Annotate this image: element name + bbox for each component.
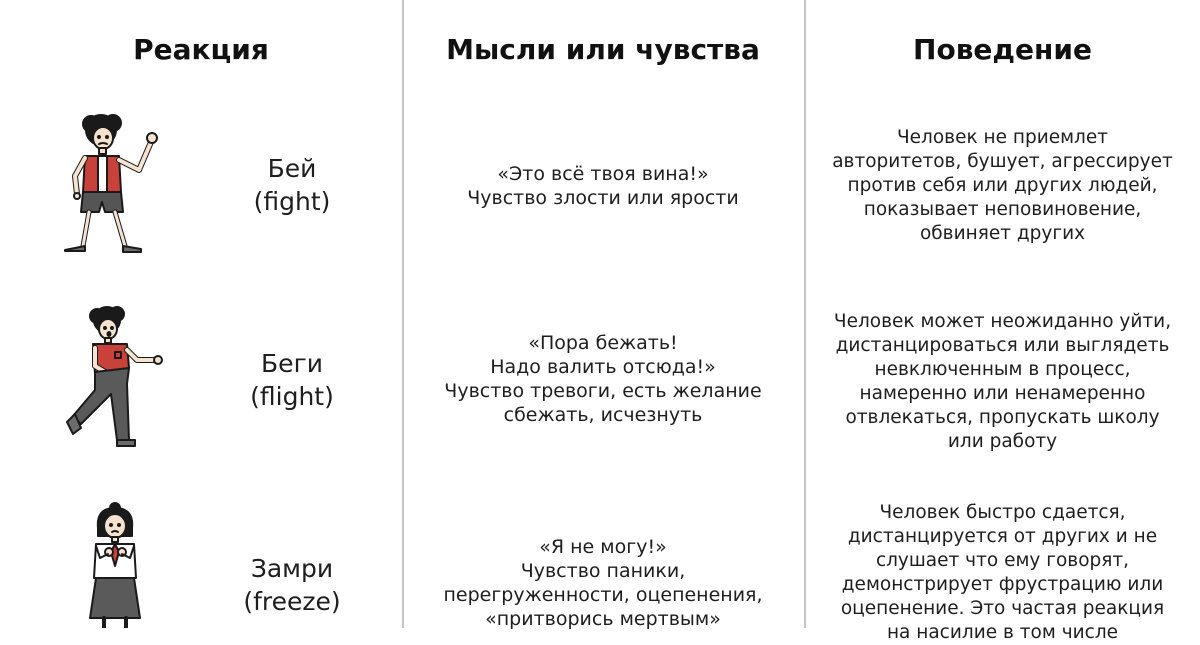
thoughts-freeze-line: «Я не могу!» [539,536,667,558]
reaction-flight-ru: Беги [261,349,323,378]
behavior-freeze-line: на насилие в том числе [886,622,1119,643]
reaction-flight-en: (flight) [250,382,334,411]
thoughts-flight-line: Чувство тревоги, есть желание [444,380,762,402]
behavior-fight-line: авторитетов, бушует, агрессирует [832,151,1173,172]
behavior-fight-line: Человек не приемлет [896,127,1109,148]
thoughts-flight-line: Надо валить отсюда!» [490,356,716,378]
behavior-flight-line: Человек может неожиданно уйти, [833,311,1172,332]
behavior-flight-line: невключенным в процесс, [874,359,1131,380]
behavior-fight-line: против себя или других людей, [847,175,1158,196]
behavior-freeze-line: демонстрирует фрустрацию или [841,574,1164,595]
reaction-flight [212,347,372,413]
fighting-person-figure [55,108,170,258]
thoughts-freeze [403,535,803,631]
frozen-girl-figure [80,502,150,628]
reaction-fight-ru: Бей [267,154,317,183]
behavior-flight-line: дистанцироваться или выглядеть [835,335,1170,356]
behavior-freeze [805,501,1200,645]
reaction-freeze-en: (freeze) [243,587,341,616]
thoughts-freeze-line: Чувство паники, [520,560,686,582]
reaction-fight [212,152,372,218]
behavior-flight-line: намеренно или ненамеренно [859,383,1146,404]
column-divider-1 [402,0,404,628]
behavior-flight-line: отвлекаться, пропускать школу [845,407,1160,428]
thoughts-flight [403,331,803,427]
reaction-fight-en: (fight) [253,187,331,216]
behavior-flight [805,310,1200,454]
thoughts-freeze-line: «притворись мертвым» [485,608,721,630]
behavior-freeze-line: слушает что ему говорят, [875,550,1130,571]
thoughts-fight-line: Чувство злости или ярости [467,187,739,209]
reaction-freeze-ru: Замри [250,554,334,583]
column-header-thoughts: Мысли или чувства [446,33,760,66]
behavior-fight-line: показывает неповиновение, [863,199,1142,220]
behavior-flight-line: или работу [947,431,1058,452]
running-person-figure [55,302,170,452]
thoughts-fight-line: «Это всё твоя вина!» [497,163,709,185]
reaction-freeze [212,552,372,618]
behavior-fight-line: обвиняет других [919,223,1086,244]
behavior-fight [805,126,1200,246]
behavior-freeze-line: оцепенение. Это частая реакция [840,598,1165,619]
behavior-freeze-line: Человек быстро сдается, [879,502,1126,523]
column-header-behavior: Поведение [913,33,1092,66]
column-header-reaction: Реакция [133,33,269,66]
thoughts-flight-line: сбежать, исчезнуть [503,404,703,426]
thoughts-fight [403,162,803,210]
thoughts-freeze-line: перегруженности, оцепенения, [443,584,763,606]
thoughts-flight-line: «Пора бежать! [528,332,678,354]
behavior-freeze-line: дистанцируется от других и не [847,526,1158,547]
